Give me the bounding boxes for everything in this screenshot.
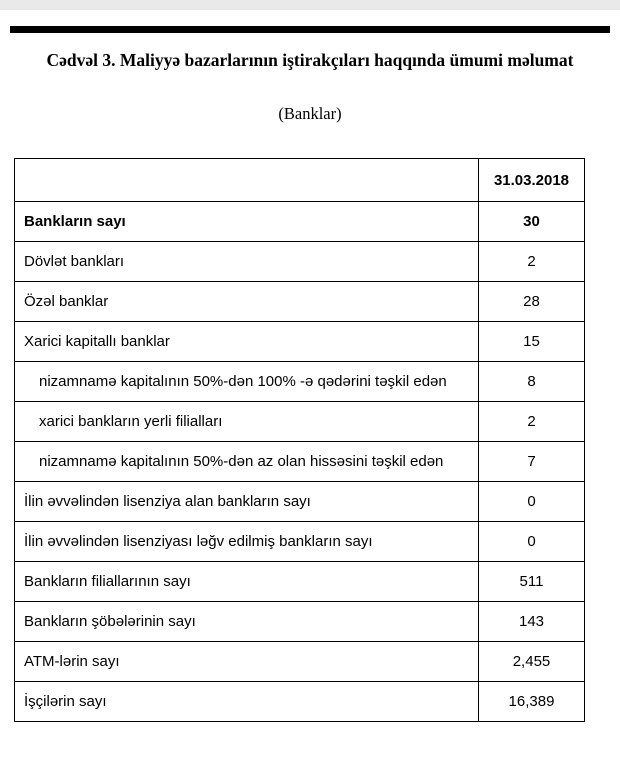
- row-value: 0: [479, 522, 585, 562]
- table-row: [15, 242, 585, 282]
- table-row: [15, 322, 585, 362]
- header-date-cell: 31.03.2018: [479, 159, 585, 202]
- title-divider-rule: [10, 26, 610, 33]
- table-row: [15, 642, 585, 682]
- table-row: [15, 482, 585, 522]
- header-empty-cell: [15, 159, 479, 202]
- row-value: 15: [479, 322, 585, 362]
- table-row: [15, 282, 585, 322]
- table-row: [15, 362, 585, 402]
- row-value: 511: [479, 562, 585, 602]
- table-header-row: [15, 159, 585, 202]
- table-row: [15, 602, 585, 642]
- row-value: 143: [479, 602, 585, 642]
- row-value: 16,389: [479, 682, 585, 722]
- table-row: [15, 522, 585, 562]
- row-value: 8: [479, 362, 585, 402]
- row-label: xarici bankların yerli filialları: [15, 402, 479, 442]
- table-row: [15, 682, 585, 722]
- banks-data-table: [14, 158, 585, 722]
- row-label: Bankların sayı: [15, 202, 479, 242]
- table-row: [15, 562, 585, 602]
- page-edge-strip: [0, 0, 620, 10]
- row-label: ATM-lərin sayı: [15, 642, 479, 682]
- row-label: Dövlət bankları: [15, 242, 479, 282]
- row-label: İşçilərin sayı: [15, 682, 479, 722]
- row-label: Bankların şöbələrinin sayı: [15, 602, 479, 642]
- row-label: İlin əvvəlindən lisenziyası ləğv edilmiş bankların sayı: [15, 522, 479, 562]
- table-row: [15, 402, 585, 442]
- row-label: nizamnamə kapitalının 50%-dən az olan hissəsini təşkil edən: [15, 442, 479, 482]
- row-label: Bankların filiallarının sayı: [15, 562, 479, 602]
- row-value: 2,455: [479, 642, 585, 682]
- row-value: 7: [479, 442, 585, 482]
- row-label: nizamnamə kapitalının 50%-dən 100% -ə qədərini təşkil edən: [15, 362, 479, 402]
- row-value: 0: [479, 482, 585, 522]
- row-value: 2: [479, 242, 585, 282]
- row-label: Xarici kapitallı banklar: [15, 322, 479, 362]
- row-value: 2: [479, 402, 585, 442]
- row-label: Özəl banklar: [15, 282, 479, 322]
- page-subtitle: (Banklar): [278, 104, 342, 124]
- row-value: 30: [479, 202, 585, 242]
- page-title: Cədvəl 3. Maliyyə bazarlarının iştirakçıları haqqında ümumi məlumat: [46, 50, 574, 70]
- table-row: [15, 442, 585, 482]
- row-label: İlin əvvəlindən lisenziya alan bankların sayı: [15, 482, 479, 522]
- row-value: 28: [479, 282, 585, 322]
- table-row: [15, 202, 585, 242]
